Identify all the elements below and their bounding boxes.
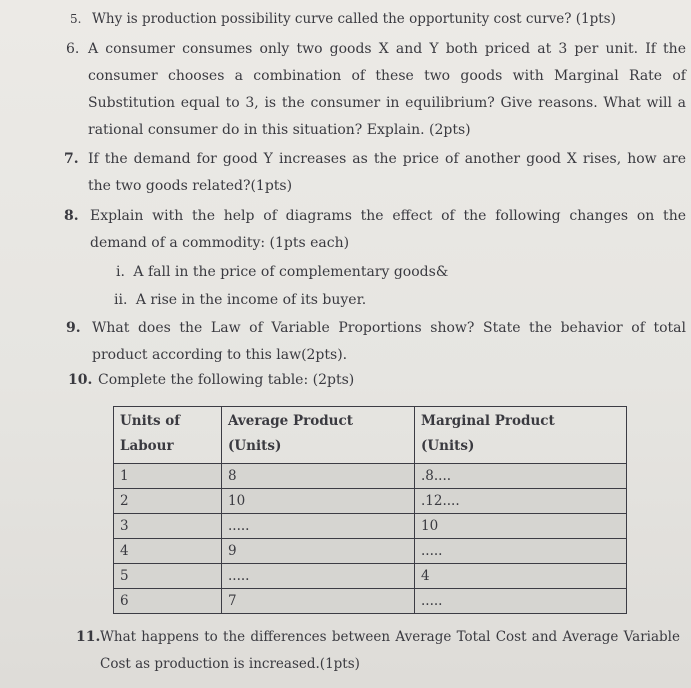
cell-units: 4 xyxy=(114,539,222,564)
question-text: Explain with the help of diagrams the effect of the following changes on the demand of a commodity: (1pts each) xyxy=(90,208,686,251)
question-text: Why is production possibility curve called the opportunity cost curve? (1pts) xyxy=(92,11,616,27)
header-line: Units of xyxy=(120,413,181,429)
header-average-product xyxy=(222,407,415,464)
cell-units: 6 xyxy=(114,589,222,614)
table-row xyxy=(114,589,627,614)
question-number: 11. xyxy=(76,629,101,645)
header-marginal-product xyxy=(415,407,627,464)
cell-marginal-product: ..... xyxy=(415,539,627,564)
table-row xyxy=(114,539,627,564)
subitem-marker: ii. xyxy=(114,292,128,308)
table-row xyxy=(114,514,627,539)
header-line: Marginal Product xyxy=(421,413,555,429)
question-text: What does the Law of Variable Proportions show? State the behavior of total product according to this law(2pts). xyxy=(92,320,686,363)
cell-average-product: ..... xyxy=(222,564,415,589)
cell-marginal-product: ..... xyxy=(415,589,627,614)
cell-marginal-product: 4 xyxy=(415,564,627,589)
table-header-row xyxy=(114,407,627,464)
subitem-i xyxy=(116,259,448,286)
question-number: 5. xyxy=(70,12,82,26)
cell-marginal-product: .12.... xyxy=(415,489,627,514)
product-table xyxy=(113,406,627,614)
question-number: 10. xyxy=(68,372,93,388)
question-text: If the demand for good Y increases as the price of another good X rises, how are the two goods related?(1pts) xyxy=(88,151,686,194)
question-number: 9. xyxy=(66,320,81,336)
subitem-marker: i. xyxy=(116,264,125,280)
cell-average-product: 7 xyxy=(222,589,415,614)
header-line: (Units) xyxy=(421,438,475,454)
table-row xyxy=(114,464,627,489)
header-line: (Units) xyxy=(228,438,282,454)
subitem-ii xyxy=(114,287,366,314)
question-text: What happens to the differences between Average Total Cost and Average Variable Cost as production is increased.(1pts) xyxy=(100,629,680,672)
cell-marginal-product: 10 xyxy=(415,514,627,539)
cell-marginal-product: .8.... xyxy=(415,464,627,489)
cell-average-product: ..... xyxy=(222,514,415,539)
question-number: 8. xyxy=(64,208,79,224)
cell-average-product: 8 xyxy=(222,464,415,489)
cell-average-product: 9 xyxy=(222,539,415,564)
cell-units: 2 xyxy=(114,489,222,514)
table-row xyxy=(114,564,627,589)
subitem-text: A rise in the income of its buyer. xyxy=(135,292,367,308)
subitem-text: A fall in the price of complementary goods& xyxy=(133,264,449,280)
header-line: Average Product xyxy=(228,413,353,429)
question-number: 6. xyxy=(66,41,80,57)
cell-units: 1 xyxy=(114,464,222,489)
cell-average-product: 10 xyxy=(222,489,415,514)
question-text: A consumer consumes only two goods X and Y both priced at 3 per unit. If the consumer chooses a combination of these two goods with Marginal Rate of Substitution equal to 3, is the consumer in equilibrium? Give reasons. What will a rational consumer do in this situation? Explain. (2pts) xyxy=(88,41,686,138)
question-number: 7. xyxy=(64,151,79,167)
header-line: Labour xyxy=(120,438,174,454)
cell-units: 3 xyxy=(114,514,222,539)
question-text: Complete the following table: (2pts) xyxy=(98,372,355,388)
header-units-of-labour xyxy=(114,407,222,464)
table-row xyxy=(114,489,627,514)
cell-units: 5 xyxy=(114,564,222,589)
